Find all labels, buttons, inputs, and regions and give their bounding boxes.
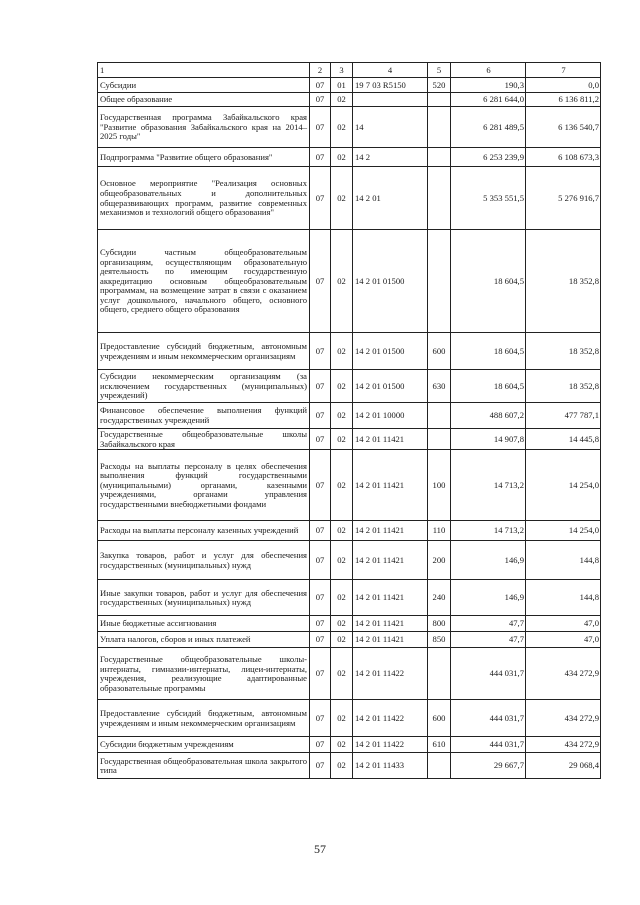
table-row: [98, 107, 601, 148]
table-cell: Расходы на выплаты персоналу в целях обеспечения выполнения функций государственными (муниципальными) органами, казенными учреждениями, органами управления государственными внебюджетными фондами: [98, 450, 310, 521]
table-cell: 02: [331, 370, 353, 403]
table-cell: 29 068,4: [526, 753, 601, 779]
table-header-row: [98, 63, 601, 78]
table-cell: 02: [331, 107, 353, 148]
table-cell: 02: [331, 403, 353, 429]
table-cell: Подпрограмма "Развитие общего образования": [98, 148, 310, 167]
table-cell: 6 136 811,2: [526, 93, 601, 107]
table-cell: 18 352,8: [526, 333, 601, 370]
table-cell: 434 272,9: [526, 737, 601, 753]
table-cell: 14 2 01 11422: [353, 737, 428, 753]
table-cell: 800: [428, 616, 451, 632]
table-cell: 6 108 673,3: [526, 148, 601, 167]
table-row: [98, 541, 601, 580]
header-cell: 4: [353, 63, 428, 78]
table-cell: 02: [331, 541, 353, 580]
table-cell: Финансовое обеспечение выполнения функций государственных учреждений: [98, 403, 310, 429]
table-cell: 5 276 916,7: [526, 167, 601, 230]
table-cell: 190,3: [451, 78, 526, 93]
table-row: [98, 93, 601, 107]
table-cell: Субсидии: [98, 78, 310, 93]
table-cell: 488 607,2: [451, 403, 526, 429]
table-cell: 14 2 01 01500: [353, 333, 428, 370]
table-cell: 07: [310, 616, 331, 632]
table-cell: Государственная общеобразовательная школа закрытого типа: [98, 753, 310, 779]
table-row: [98, 737, 601, 753]
table-cell: 07: [310, 403, 331, 429]
table-cell: 02: [331, 632, 353, 648]
table-cell: 6 136 540,7: [526, 107, 601, 148]
table-cell: 444 031,7: [451, 737, 526, 753]
table-cell: 07: [310, 700, 331, 737]
table-cell: 444 031,7: [451, 648, 526, 700]
table-cell: 14: [353, 107, 428, 148]
table-row: [98, 370, 601, 403]
table-cell: [428, 429, 451, 450]
table-cell: 14 2 01: [353, 167, 428, 230]
table-cell: Предоставление субсидий бюджетным, автономным учреждениям и иным некоммерческим организациям: [98, 333, 310, 370]
table-cell: 434 272,9: [526, 700, 601, 737]
table-cell: 02: [331, 93, 353, 107]
table-cell: [428, 107, 451, 148]
header-cell: 7: [526, 63, 601, 78]
table-cell: 600: [428, 333, 451, 370]
table-cell: 6 281 644,0: [451, 93, 526, 107]
table-cell: 14 445,8: [526, 429, 601, 450]
table-cell: Субсидии бюджетным учреждениям: [98, 737, 310, 753]
table-cell: [428, 648, 451, 700]
table-cell: [428, 167, 451, 230]
table-cell: 110: [428, 521, 451, 541]
table-cell: 14 2 01 01500: [353, 370, 428, 403]
table-cell: Общее образование: [98, 93, 310, 107]
table-cell: 07: [310, 333, 331, 370]
table-cell: 434 272,9: [526, 648, 601, 700]
table-cell: 14 2 01 11421: [353, 580, 428, 616]
table-cell: 18 604,5: [451, 370, 526, 403]
header-cell: 2: [310, 63, 331, 78]
table-row: [98, 230, 601, 333]
table-cell: [428, 93, 451, 107]
table-cell: Предоставление субсидий бюджетным, автономным учреждениям и иным некоммерческим организациям: [98, 700, 310, 737]
table-cell: 14 2 01 11421: [353, 450, 428, 521]
table-cell: 47,0: [526, 632, 601, 648]
table-cell: 07: [310, 167, 331, 230]
table-cell: 02: [331, 521, 353, 541]
table-row: [98, 78, 601, 93]
table-cell: 14 2 01 11422: [353, 700, 428, 737]
table-cell: 02: [331, 429, 353, 450]
table-cell: 02: [331, 737, 353, 753]
table-cell: Закупка товаров, работ и услуг для обеспечения государственных (муниципальных) нужд: [98, 541, 310, 580]
budget-table: [97, 62, 601, 779]
table-cell: 07: [310, 107, 331, 148]
table-row: [98, 700, 601, 737]
table-cell: 444 031,7: [451, 700, 526, 737]
table-cell: Основное мероприятие "Реализация основных общеобразовательных и дополнительных общеразвивающих программ, развитие современных механизмов и технологий общего образования": [98, 167, 310, 230]
table-cell: 02: [331, 230, 353, 333]
header-cell: 1: [98, 63, 310, 78]
table-cell: 02: [331, 700, 353, 737]
table-row: [98, 580, 601, 616]
table-row: [98, 167, 601, 230]
table-cell: 6 253 239,9: [451, 148, 526, 167]
table-cell: 29 667,7: [451, 753, 526, 779]
table-cell: 47,7: [451, 632, 526, 648]
table-cell: 07: [310, 648, 331, 700]
table-cell: 14 2 01 11421: [353, 616, 428, 632]
table-row: [98, 521, 601, 541]
header-cell: 3: [331, 63, 353, 78]
table-cell: Государственные общеобразовательные школы-интернаты, гимназии-интернаты, лицеи-интернаты, учреждения, реализующие адаптированные образовательные программы: [98, 648, 310, 700]
table-cell: 01: [331, 78, 353, 93]
table-cell: 02: [331, 167, 353, 230]
table-cell: 14 2: [353, 148, 428, 167]
table-cell: 144,8: [526, 580, 601, 616]
table-cell: 14 2 01 01500: [353, 230, 428, 333]
table-cell: 07: [310, 737, 331, 753]
table-row: [98, 616, 601, 632]
table-row: [98, 333, 601, 370]
table-cell: 18 604,5: [451, 230, 526, 333]
table-cell: 02: [331, 450, 353, 521]
table-cell: 144,8: [526, 541, 601, 580]
table-cell: [353, 93, 428, 107]
table-cell: 850: [428, 632, 451, 648]
table-cell: 14 2 01 11433: [353, 753, 428, 779]
table-cell: 14 2 01 11421: [353, 521, 428, 541]
table-row: [98, 403, 601, 429]
table-cell: 14 254,0: [526, 521, 601, 541]
table-cell: 07: [310, 429, 331, 450]
table-cell: 07: [310, 370, 331, 403]
table-cell: Уплата налогов, сборов и иных платежей: [98, 632, 310, 648]
table-cell: 14 2 01 10000: [353, 403, 428, 429]
table-cell: 07: [310, 78, 331, 93]
table-cell: [428, 753, 451, 779]
table-cell: 07: [310, 632, 331, 648]
table-cell: 14 2 01 11421: [353, 541, 428, 580]
table-cell: 0,0: [526, 78, 601, 93]
table-cell: 07: [310, 580, 331, 616]
table-cell: 02: [331, 580, 353, 616]
table-cell: [428, 403, 451, 429]
table-cell: 240: [428, 580, 451, 616]
table-cell: Иные закупки товаров, работ и услуг для обеспечения государственных (муниципальных) нужд: [98, 580, 310, 616]
table-row: [98, 648, 601, 700]
table-cell: 47,7: [451, 616, 526, 632]
table-cell: 146,9: [451, 541, 526, 580]
table-cell: 610: [428, 737, 451, 753]
header-cell: 5: [428, 63, 451, 78]
table-cell: 07: [310, 541, 331, 580]
page-number: 57: [314, 842, 326, 856]
table-cell: 02: [331, 616, 353, 632]
table-cell: 630: [428, 370, 451, 403]
table-cell: 07: [310, 230, 331, 333]
table-cell: 14 2 01 11421: [353, 429, 428, 450]
table-cell: 07: [310, 93, 331, 107]
table-row: [98, 429, 601, 450]
table-cell: 18 352,8: [526, 230, 601, 333]
table-cell: 600: [428, 700, 451, 737]
table-cell: 19 7 03 R5150: [353, 78, 428, 93]
table-cell: 02: [331, 648, 353, 700]
table-cell: 07: [310, 753, 331, 779]
table-cell: 02: [331, 148, 353, 167]
table-row: [98, 148, 601, 167]
table-cell: 520: [428, 78, 451, 93]
table-cell: 5 353 551,5: [451, 167, 526, 230]
table-cell: 14 907,8: [451, 429, 526, 450]
table-cell: 14 254,0: [526, 450, 601, 521]
table-cell: 07: [310, 148, 331, 167]
table-cell: 146,9: [451, 580, 526, 616]
table-cell: 200: [428, 541, 451, 580]
table-cell: 14 2 01 11422: [353, 648, 428, 700]
table-cell: [428, 230, 451, 333]
table-cell: Расходы на выплаты персоналу казенных учреждений: [98, 521, 310, 541]
table-cell: 02: [331, 753, 353, 779]
header-cell: 6: [451, 63, 526, 78]
table-cell: 02: [331, 333, 353, 370]
table-row: [98, 753, 601, 779]
table-row: [98, 450, 601, 521]
table-cell: 100: [428, 450, 451, 521]
table-cell: 14 2 01 11421: [353, 632, 428, 648]
table-cell: 18 352,8: [526, 370, 601, 403]
table-cell: 14 713,2: [451, 521, 526, 541]
table-cell: Иные бюджетные ассигнования: [98, 616, 310, 632]
table-cell: 14 713,2: [451, 450, 526, 521]
table-cell: 6 281 489,5: [451, 107, 526, 148]
table-cell: Государственные общеобразовательные школы Забайкальского края: [98, 429, 310, 450]
table-cell: 07: [310, 521, 331, 541]
table-cell: 18 604,5: [451, 333, 526, 370]
table-cell: [428, 148, 451, 167]
table-row: [98, 632, 601, 648]
table-cell: 477 787,1: [526, 403, 601, 429]
table-cell: Государственная программа Забайкальского края "Развитие образования Забайкальского края на 2014–2025 годы": [98, 107, 310, 148]
table-cell: Субсидии некоммерческим организациям (за исключением государственных (муниципальных) учреждений): [98, 370, 310, 403]
table-cell: Субсидии частным общеобразовательным организациям, осуществляющим образовательную деятельность по имеющим государственную аккредитацию основным общеобразовательным программам, на возмещение затрат в связи с оказанием услуг дошкольного, начального общего, основного общего, среднего общего образования: [98, 230, 310, 333]
table-cell: 47,0: [526, 616, 601, 632]
table-cell: 07: [310, 450, 331, 521]
